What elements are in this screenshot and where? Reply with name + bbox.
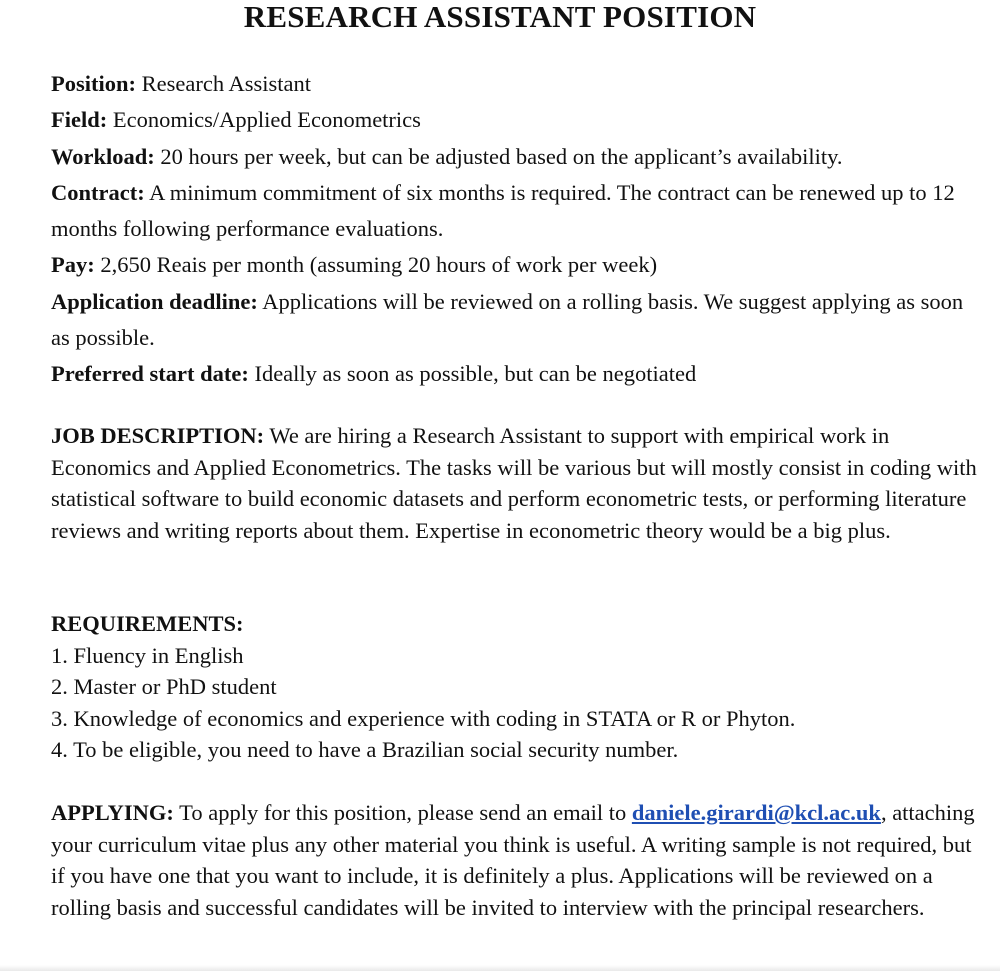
detail-label: Field: — [51, 107, 108, 133]
document-title: RESEARCH ASSISTANT POSITION — [243, 0, 757, 34]
requirement-item: 4. To be eligible, you need to have a Brazilian social security number. — [51, 737, 679, 762]
applying-paragraph — [51, 797, 978, 923]
detail-field — [51, 102, 978, 138]
detail-contract — [51, 175, 978, 248]
detail-label: Preferred start date: — [51, 361, 249, 387]
requirements-section — [51, 608, 978, 766]
requirements-heading: REQUIREMENTS: — [51, 611, 244, 636]
detail-label: Contract: — [51, 179, 145, 205]
detail-label: Position: — [51, 71, 137, 96]
applying-text-after: , attaching your curriculum vitae plus any other material you think is useful. A writing sample is not required, but if you have one that you want to include, it is definitely a plus. Applications will be reviewed on a rolling basis and successful candidates will be invited to interview with the principal researchers. — [51, 800, 975, 920]
detail-value: Ideally as soon as possible, but can be negotiated — [254, 361, 697, 387]
detail-preferred-start-date — [51, 356, 978, 392]
detail-value: 20 hours per week, but can be adjusted based on the applicant’s availability. — [160, 143, 843, 169]
job-description-heading: JOB DESCRIPTION: — [51, 423, 265, 448]
detail-value: 2,650 Reais per month (assuming 20 hours of work per week) — [100, 252, 658, 278]
requirements-list — [51, 640, 978, 766]
job-description-text: We are hiring a Research Assistant to support with empirical work in Economics and Applied Econometrics. The tasks will be various but will mostly consist in coding with statistical software to build economic datasets and perform econometric tests, or performing literature reviews and writing reports about them. Expertise in econometric theory would be a big plus. — [51, 423, 977, 543]
detail-value: Economics/Applied Econometrics — [112, 107, 421, 133]
requirements-heading-line — [51, 608, 978, 640]
job-description-section — [51, 420, 978, 546]
requirement-item: 2. Master or PhD student — [51, 674, 277, 699]
detail-label: Workload: — [51, 143, 155, 169]
detail-position — [51, 66, 978, 102]
applying-section — [51, 797, 978, 923]
applying-heading: APPLYING: — [51, 800, 174, 825]
detail-pay — [51, 247, 978, 283]
detail-value: Research Assistant — [141, 71, 311, 96]
detail-value: Applications will be reviewed on a rolling basis. We suggest applying as soon as possible. — [51, 288, 964, 351]
detail-label: Application deadline: — [51, 288, 258, 314]
detail-application-deadline — [51, 284, 978, 357]
page-bottom-edge — [0, 965, 1000, 971]
job-description-paragraph — [51, 420, 978, 546]
detail-value: A minimum commitment of six months is required. The contract can be renewed up to 12 months following performance evaluations. — [51, 179, 955, 242]
detail-label: Pay: — [51, 252, 95, 278]
email-link[interactable]: daniele.girardi@kcl.ac.uk — [631, 800, 881, 825]
detail-workload — [51, 139, 978, 175]
requirement-item: 1. Fluency in English — [51, 642, 244, 668]
applying-text-before: To apply for this position, please send an email to — [179, 800, 627, 825]
requirement-item: 3. Knowledge of economics and experience with coding in STATA or R or Phyton. — [51, 705, 796, 731]
position-details — [51, 66, 978, 393]
